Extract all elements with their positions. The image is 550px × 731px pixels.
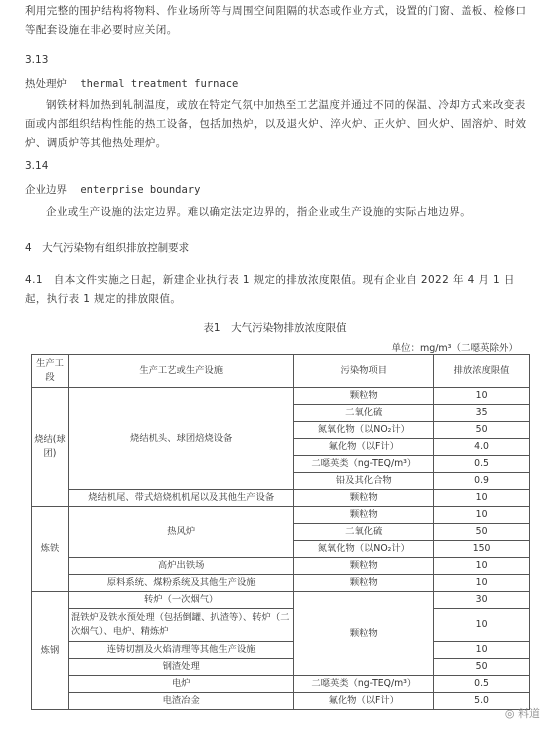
limit-cell: 50 xyxy=(434,422,530,439)
process-cell: 电渣冶金 xyxy=(68,693,293,710)
limit-cell: 35 xyxy=(434,405,530,422)
term-cn: 企业边界 xyxy=(25,184,67,196)
process-cell: 混铁炉及铁水预处理（包括倒罐、扒渣等）、转炉（二次烟气）、电炉、精炼炉 xyxy=(68,609,293,642)
process-cell: 转炉（一次烟气） xyxy=(68,592,293,609)
limit-cell: 10 xyxy=(434,490,530,507)
section-3-14-term xyxy=(25,182,200,197)
term-en: thermal treatment furnace xyxy=(80,78,239,90)
intro-paragraph: 利用完整的围护结构将物料、作业场所等与周围空间阻隔的状态或作业方式，设置的门窗、盖板、检修口等配套设施在非必要时应关闭。 xyxy=(25,5,527,36)
stage-cell: 炼钢 xyxy=(32,592,69,710)
section-3-14-number: 3.14 xyxy=(25,160,49,172)
section-4-heading: 4 大气污染物有组织排放控制要求 xyxy=(25,242,190,254)
table-title: 表1 大气污染物排放浓度限值 xyxy=(203,322,347,334)
pollutant-cell: 氮氧化物（以NO₂计） xyxy=(294,422,434,439)
pollutant-cell: 氮氧化物（以NO₂计） xyxy=(294,541,434,558)
pollutant-cell: 二氧化硫 xyxy=(294,405,434,422)
pollutant-cell: 颗粒物 xyxy=(294,507,434,524)
limit-cell: 10 xyxy=(434,642,530,659)
table-row xyxy=(32,507,530,524)
limit-cell: 50 xyxy=(434,524,530,541)
term-en: enterprise boundary xyxy=(80,184,201,196)
emission-limits-table xyxy=(31,354,530,710)
limit-cell: 10 xyxy=(434,575,530,592)
section-4-1-text: 4.1 自本文件实施之日起，新建企业执行表 1 规定的排放浓度限值。现有企业自 2022 年 4 月 1 日起，执行表 1 规定的排放限值。 xyxy=(25,274,515,305)
section-3-14-definition: 企业或生产设施的法定边界。难以确定法定边界的，指企业或生产设施的实际占地边界。 xyxy=(46,206,472,218)
limit-cell: 4.0 xyxy=(434,439,530,456)
process-cell: 原料系统、煤粉系统及其他生产设施 xyxy=(68,575,293,592)
table-row xyxy=(32,659,530,676)
header-stage: 生产工段 xyxy=(32,355,69,388)
section-3-13-term xyxy=(25,76,238,91)
limit-cell: 30 xyxy=(434,592,530,609)
term-cn: 热处理炉 xyxy=(25,78,67,90)
limit-cell: 50 xyxy=(434,659,530,676)
table-row xyxy=(32,642,530,659)
limit-cell: 0.9 xyxy=(434,473,530,490)
process-cell: 连铸切割及火焰清理等其他生产设施 xyxy=(68,642,293,659)
pollutant-cell: 颗粒物 xyxy=(294,592,434,676)
table-row xyxy=(32,693,530,710)
pollutant-cell: 颗粒物 xyxy=(294,558,434,575)
table-header-row xyxy=(32,355,530,388)
pollutant-cell: 铅及其化合物 xyxy=(294,473,434,490)
process-cell: 高炉出铁场 xyxy=(68,558,293,575)
table-row xyxy=(32,490,530,507)
watermark xyxy=(505,705,540,721)
wechat-icon: ◎ xyxy=(504,707,515,720)
pollutant-cell: 二噁英类（ng-TEQ/m³） xyxy=(294,456,434,473)
table-row xyxy=(32,676,530,693)
limit-cell: 150 xyxy=(434,541,530,558)
table-unit: 单位：mg/m³（二噁英除外） xyxy=(391,343,518,354)
limit-cell: 10 xyxy=(434,507,530,524)
stage-cell: 烧结(球团) xyxy=(32,388,69,507)
stage-cell: 炼铁 xyxy=(32,507,69,592)
limit-cell: 10 xyxy=(434,558,530,575)
limit-cell: 0.5 xyxy=(434,676,530,693)
header-pollutant: 污染物项目 xyxy=(294,355,434,388)
limit-cell: 10 xyxy=(434,609,530,642)
pollutant-cell: 二氧化硫 xyxy=(294,524,434,541)
section-3-13-number: 3.13 xyxy=(25,54,49,66)
table-row xyxy=(32,609,530,642)
table-row xyxy=(32,592,530,609)
limit-cell: 5.0 xyxy=(434,693,530,710)
process-cell: 烧结机尾、带式焙烧机机尾以及其他生产设备 xyxy=(68,490,293,507)
pollutant-cell: 氟化物（以F计） xyxy=(294,439,434,456)
pollutant-cell: 颗粒物 xyxy=(294,490,434,507)
table-row xyxy=(32,558,530,575)
pollutant-cell: 颗粒物 xyxy=(294,575,434,592)
pollutant-cell: 二噁英类（ng-TEQ/m³） xyxy=(294,676,434,693)
limit-cell: 10 xyxy=(434,388,530,405)
process-cell: 电炉 xyxy=(68,676,293,693)
pollutant-cell: 氟化物（以F计） xyxy=(294,693,434,710)
table-row xyxy=(32,575,530,592)
header-limit: 排放浓度限值 xyxy=(434,355,530,388)
pollutant-cell: 颗粒物 xyxy=(294,388,434,405)
table-row xyxy=(32,388,530,405)
process-cell: 热风炉 xyxy=(68,507,293,558)
watermark-text: 料道 xyxy=(518,707,540,720)
limit-cell: 0.5 xyxy=(434,456,530,473)
process-cell: 钢渣处理 xyxy=(68,659,293,676)
section-3-13-definition: 钢铁材料加热到轧制温度，或放在特定气氛中加热至工艺温度并通过不同的保温、冷却方式来改变表面或内部组织结构性能的热工设备，包括加热炉，以及退火炉、淬火炉、正火炉、回火炉、固溶炉、时效炉、调质炉等其他热处理炉。 xyxy=(25,99,527,149)
process-cell: 烧结机头、球团焙烧设备 xyxy=(68,388,293,490)
header-process: 生产工艺或生产设施 xyxy=(68,355,293,388)
